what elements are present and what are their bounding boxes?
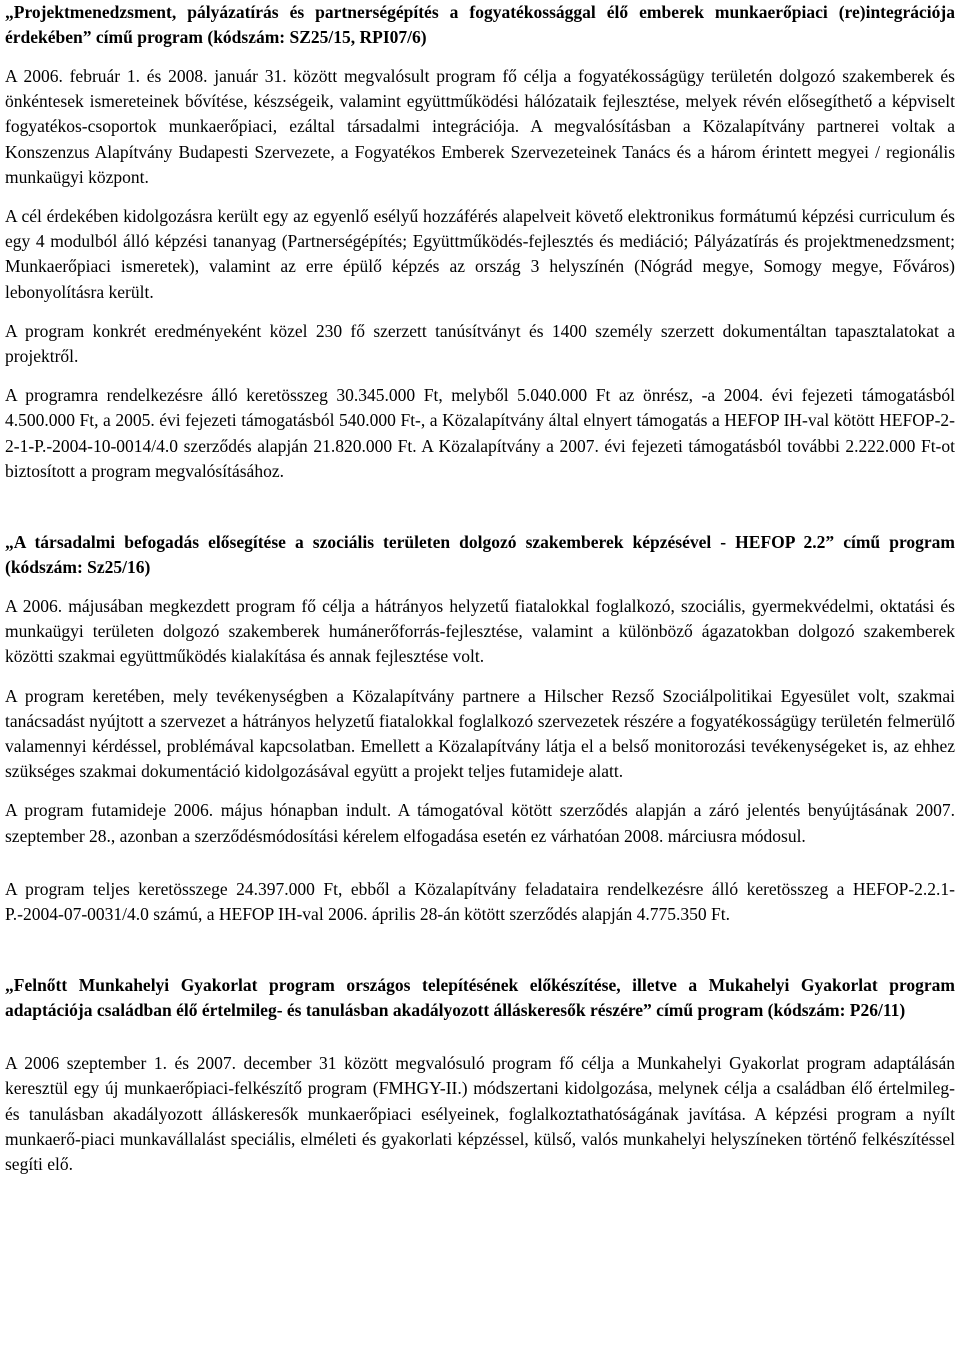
- section-3: [5, 973, 955, 1177]
- document-page: [5, 0, 955, 1177]
- paragraph: A 2006. májusában megkezdett program fő célja a hátrányos helyzetű fiatalokkal foglalkozó, szociális, gyermekvédelmi, oktatási és munkaügyi területen dolgozó szakemberek humánerőforrás-fejlesztése, valamint a különböző ágazatokban dolgozó szakemberek közötti szakmai együttműködés kialakítása és annak fejlesztése volt.: [5, 596, 955, 667]
- section-title: „A társadalmi befogadás elősegítése a szociális területen dolgozó szakemberek képzésével - HEFOP 2.2” című program (kódszám: Sz25/16): [5, 532, 955, 578]
- paragraph: A program konkrét eredményeként közel 230 fő szerzett tanúsítványt és 1400 személy szerzett dokumentáltan tapasztalatokat a projektről.: [5, 320, 955, 367]
- paragraph: A program keretében, mely tevékenységben a Közalapítvány partnere a Hilscher Rezső Szociálpolitikai Egyesület volt, szakmai tanácsadást nyújtott a szervezet a hátrányos helyzetű fiatalokkal foglalkozó szervezetek részére a fogyatékosságügy területén felmerülő valamennyi kérdéssel, problémával kapcsolatban. Emellett a Közalapítvány látja el a belső monitorozási tevékenységeket is, az ehhez szükséges szakmai dokumentáció kidolgozásával együtt a projekt teljes futamideje alatt.: [5, 685, 955, 782]
- section-1: [5, 0, 955, 484]
- paragraph: A program futamideje 2006. május hónapban indult. A támogatóval kötött szerződés alapján a záró jelentés benyújtásának 2007. szeptember 28., azonban a szerződésmódosítási kérelem elfogadása esetén ez várhatóan 2008. márciusra módosul.: [5, 800, 955, 846]
- section-2: [5, 530, 955, 927]
- section-title: „Projektmenedzsment, pályázatírás és partnerségépítés a fogyatékossággal élő emberek munkaerőpiaci (re)integrációja érdekében” című program (kódszám: SZ25/15, RPI07/6): [5, 2, 955, 47]
- paragraph: A cél érdekében kidolgozásra került egy az egyenlő esélyű hozzáférés alapelveit követő elektronikus formátumú képzési curriculum és egy 4 modulból álló képzési tananyag (Partnerségépítés; Együttműködés-fejlesztés és mediáció; Pályázatírás és projektmenedzsment; Munkaerőpiaci ismeretek), valamint az erre épülő képzés az ország 3 helyszínén (Nógrád megye, Somogy megye, Főváros) lebonyolításra került.: [5, 206, 955, 302]
- paragraph: A program teljes keretösszege 24.397.000 Ft, ebből a Közalapítvány feladataira rendelkezésre álló keretösszeg a HEFOP-2.2.1-P.-2004-07-0031/4.0 számú, a HEFOP IH-val 2006. április 28-án kötött szerződés alapján 4.775.350 Ft.: [5, 878, 955, 925]
- paragraph: A 2006 szeptember 1. és 2007. december 31 között megvalósuló program fő célja a Munkahelyi Gyakorlat program adaptálásán keresztül egy új munkaerőpiaci-felkészítő program (FMHGY-II.) módszertani kidolgozása, melynek célja a családban élő értelmileg- és tanulásban akadályozott álláskeresők munkaerőpiaci esélyeinek, foglalkoztathatóságának javítása. A képzési program a nyílt munkaerő-piaci munkavállalást speciális, elméleti és gyakorlati képzéssel, külső, valós munkahelyi helyszíneken történő felkészítéssel segíti elő.: [5, 1053, 955, 1175]
- section-title: „Felnőtt Munkahelyi Gyakorlat program országos telepítésének előkészítése, illetve a Mukahelyi Gyakorlat program adaptációja családban élő értelmileg- és tanulásban akadályozott álláskeresők részére” című program (kódszám: P26/11): [5, 975, 955, 1021]
- paragraph: A 2006. február 1. és 2008. január 31. között megvalósult program fő célja a fogyatékosságügy területén dolgozó szakemberek és önkéntesek ismereteinek bővítése, készségeik, valamint együttműködési hálózataik fejlesztése, melyek révén elősegíthető a képviselt fogyatékos-csoportok munkaerőpiaci, ezáltal társadalmi integrációja. A megvalósításban a Közalapítvány partnerei voltak a Konszenzus Alapítvány Budapesti Szervezete, a Fogyatékos Emberek Szervezeteinek Tanács és a három érintett megyei / regionális munkaügyi központ.: [5, 66, 955, 187]
- paragraph: A programra rendelkezésre álló keretösszeg 30.345.000 Ft, melyből 5.040.000 Ft az önrész, -a 2004. évi fejezeti támogatásból 4.500.000 Ft, a 2005. évi fejezeti támogatásból 540.000 Ft-, a Közalapítvány által elnyert támogatás a HEFOP IH-val kötött HEFOP-2-2-1-P.-2004-10-0014/4.0 szerződés alapján 21.820.000 Ft. A Közalapítvány a 2007. évi fejezeti támogatásból további 2.222.000 Ft-ot biztosított a program megvalósításához.: [5, 385, 955, 481]
